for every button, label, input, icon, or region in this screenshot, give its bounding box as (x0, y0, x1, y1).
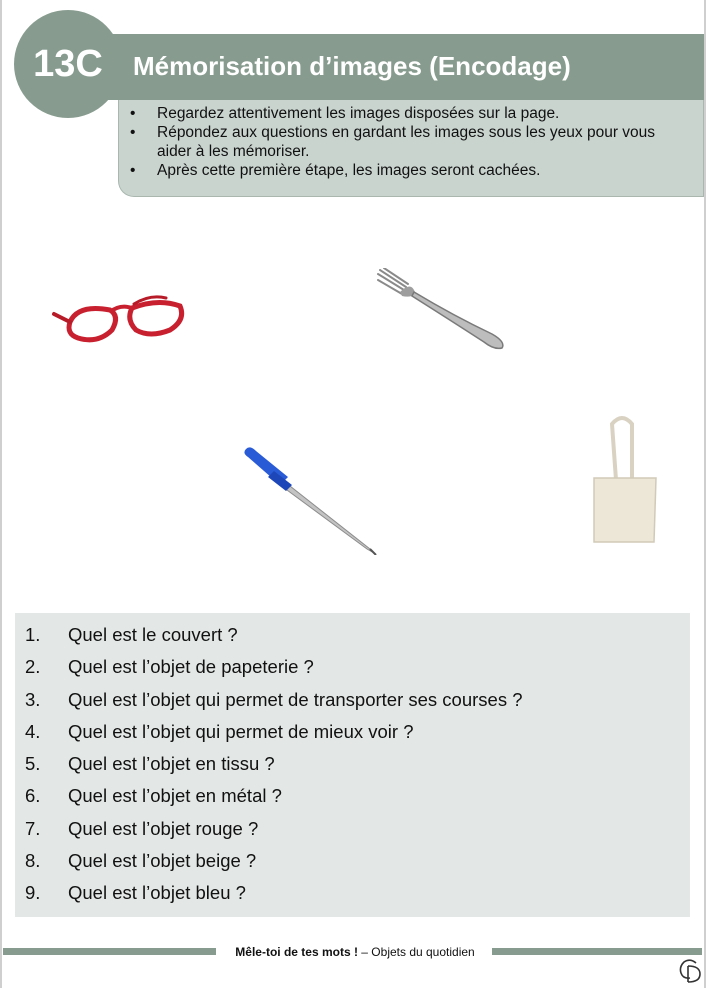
question-number: 4. (25, 720, 41, 742)
question-item (15, 721, 690, 753)
question-number: 1. (25, 624, 41, 645)
question-item (15, 624, 690, 656)
question-text: Quel est l’objet beige ? (68, 850, 257, 872)
question-number: 2. (25, 656, 41, 678)
question-text: Quel est l’objet rouge ? (68, 817, 259, 839)
fork-icon (374, 268, 514, 350)
question-item (15, 689, 690, 721)
instruction-item: • Après cette première étape, les images seront cachées. (157, 161, 693, 180)
question-item (15, 818, 690, 850)
instructions-list (119, 100, 703, 180)
question-number: 7. (25, 817, 41, 839)
question-number: 5. (25, 753, 41, 775)
page-edge-left (0, 0, 2, 988)
question-item (15, 656, 690, 688)
instructions-box (118, 100, 704, 197)
question-text: Quel est l’objet en tissu ? (68, 753, 275, 775)
instruction-item: • Répondez aux questions en gardant les images sous les yeux pour vous aider à les mémoriser. (157, 123, 693, 161)
question-item (15, 882, 690, 914)
blue-pen-icon (240, 445, 380, 555)
question-text: Quel est l’objet qui permet de transporter ses courses ? (68, 688, 523, 710)
footer (224, 944, 486, 960)
footer-subtitle: – Objets du quotidien (357, 945, 475, 959)
red-glasses-icon (50, 290, 190, 350)
question-item (15, 785, 690, 817)
question-text: Quel est le couvert ? (68, 624, 238, 645)
footer-brand: Mêle-toi de tes mots ! (235, 945, 358, 959)
tote-bag-icon (588, 412, 660, 546)
publisher-logo-icon (678, 958, 704, 984)
instruction-item: • Regardez attentivement les images disposées sur la page. (157, 104, 693, 123)
questions-box (15, 613, 690, 917)
question-text: Quel est l’objet bleu ? (68, 882, 246, 904)
question-text: Quel est l’objet qui permet de mieux voir ? (68, 720, 414, 742)
question-text: Quel est l’objet de papeterie ? (68, 656, 314, 678)
footer-rule-left (3, 948, 216, 955)
question-number: 9. (25, 882, 41, 904)
question-number: 8. (25, 850, 41, 872)
question-item (15, 850, 690, 882)
question-number: 3. (25, 688, 41, 710)
page-title: Mémorisation d’images (Encodage) (133, 51, 571, 81)
footer-rule-right (492, 948, 702, 955)
question-item (15, 753, 690, 785)
question-text: Quel est l’objet en métal ? (68, 785, 282, 807)
questions-list (15, 613, 690, 915)
exercise-badge: 13C (14, 10, 122, 118)
question-number: 6. (25, 785, 41, 807)
